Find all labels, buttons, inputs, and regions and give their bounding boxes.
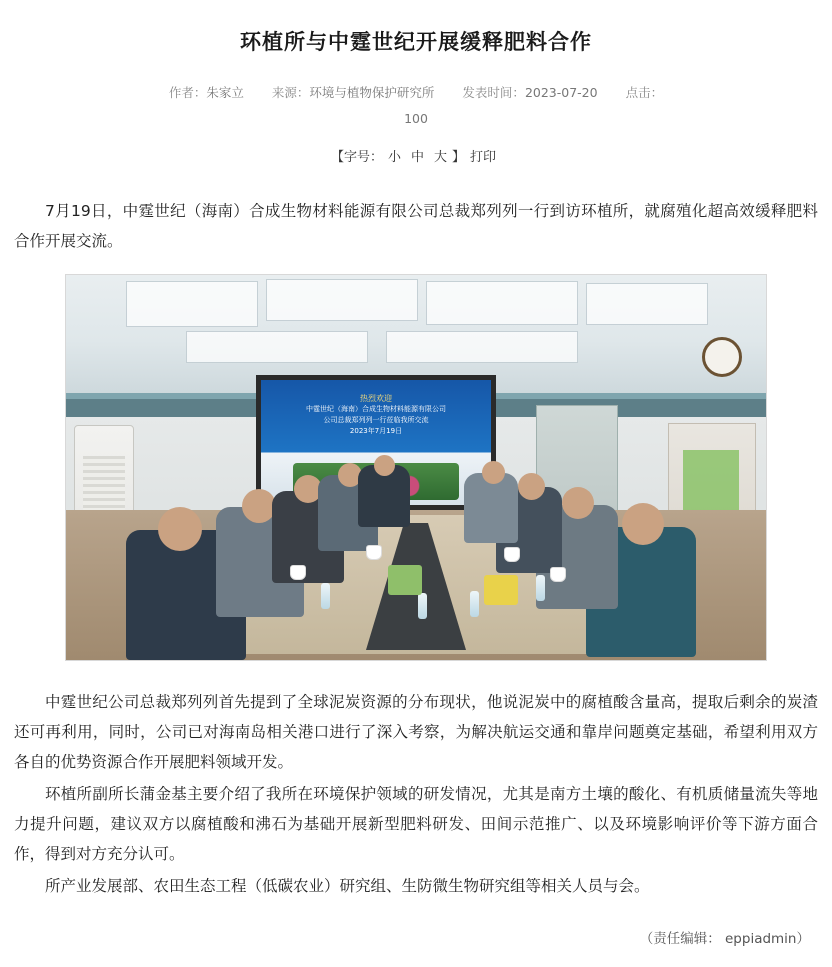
water-bottle (418, 593, 427, 619)
screen-line-3: 2023年7月19日 (349, 426, 403, 435)
meta-date (462, 85, 601, 100)
photo-ceiling-panel (386, 331, 578, 363)
article-page (0, 26, 832, 947)
water-bottle (536, 575, 545, 601)
paragraph-2: 中霆世纪公司总裁郑列列首先提到了全球泥炭资源的分布现状，他说泥炭中的腐植酸含量高，提取后剩余的炭渣还可再利用，同时，公司已对海南岛相关港口进行了深入考察，为解决航运交通和靠岸问题奠定基础，希望利用双方各自的优势资源合作开展肥料领域开发。 (14, 693, 818, 771)
meta-hits-value-row (14, 106, 818, 132)
print-button[interactable]: 打印 (470, 150, 497, 165)
fontsize-toolbar (14, 146, 818, 170)
person-head (622, 503, 664, 545)
meta-date-value: 2023-07-20 (524, 85, 598, 100)
editor-note: （责任编辑： eppiadmin） (639, 931, 810, 947)
screen-line-2: 公司总裁郑列列一行莅临我所交流 (323, 415, 429, 424)
photo-ceiling-panel (426, 281, 578, 325)
paragraph-3: 环植所副所长蒲金基主要介绍了我所在环境保护领域的研发情况，尤其是南方土壤的酸化、有机质储量流失等地力提升问题，建议双方以腐植酸和沸石为基础开展新型肥料研发、田间示范推广、以及环境影响评价等下游方面合作，得到对方充分认可。 (14, 785, 818, 863)
tea-cup (504, 547, 520, 562)
page-title: 环植所与中霆世纪开展缓释肥料合作 (240, 30, 592, 54)
fontsize-label: 【字号： (330, 150, 383, 165)
meta-date-label: 发表时间： (462, 85, 525, 100)
screen-title: 热烈欢迎 (360, 393, 392, 403)
meeting-photo (65, 274, 767, 661)
screen-line-1: 中霆世纪（海南）合成生物材料能源有限公司 (306, 404, 446, 413)
fontsize-close-bracket: 】 (452, 150, 466, 165)
person-head (242, 489, 276, 523)
tote-bag (388, 565, 422, 595)
tea-cup (550, 567, 566, 582)
meta-hits-value: 100 (404, 111, 428, 126)
wall-clock-icon (702, 337, 742, 377)
person-head (158, 507, 202, 551)
water-bottle (470, 591, 479, 617)
article-meta (14, 80, 818, 106)
article-figure (14, 274, 818, 671)
fontsize-large-button[interactable]: 大 (434, 150, 448, 165)
meta-author-value: 朱家立 (206, 85, 244, 100)
meta-source (272, 85, 439, 100)
tea-cup (290, 565, 306, 580)
photo-ceiling-panel (186, 331, 368, 363)
paragraph-1: 7月19日，中霆世纪（海南）合成生物材料能源有限公司总裁郑列列一行到访环植所，就腐殖化超高效缓释肥料合作开展交流。 (14, 202, 818, 250)
photo-ceiling-panel (266, 279, 418, 321)
meta-hits (626, 85, 664, 100)
meta-hits-label: 点击： (625, 85, 664, 100)
article-body (14, 196, 818, 901)
photo-ceiling-panel (586, 283, 708, 325)
photo-ceiling-panel (126, 281, 258, 327)
person-head (482, 461, 505, 484)
person-head (374, 455, 395, 476)
paragraph-4: 所产业发展部、农田生态工程（低碳农业）研究组、生防微生物研究组等相关人员与会。 (45, 877, 650, 895)
person-head (562, 487, 594, 519)
water-bottle (321, 583, 330, 609)
meta-author-label: 作者： (168, 85, 207, 100)
tea-cup (366, 545, 382, 560)
screen-text (279, 393, 472, 437)
tote-bag (484, 575, 518, 605)
meta-source-value: 环境与植物保护研究所 (309, 85, 435, 100)
meta-author (169, 85, 248, 100)
person-head (518, 473, 545, 500)
meta-source-label: 来源： (271, 85, 310, 100)
fontsize-small-button[interactable]: 小 (387, 150, 401, 165)
fontsize-medium-button[interactable]: 中 (410, 150, 424, 165)
